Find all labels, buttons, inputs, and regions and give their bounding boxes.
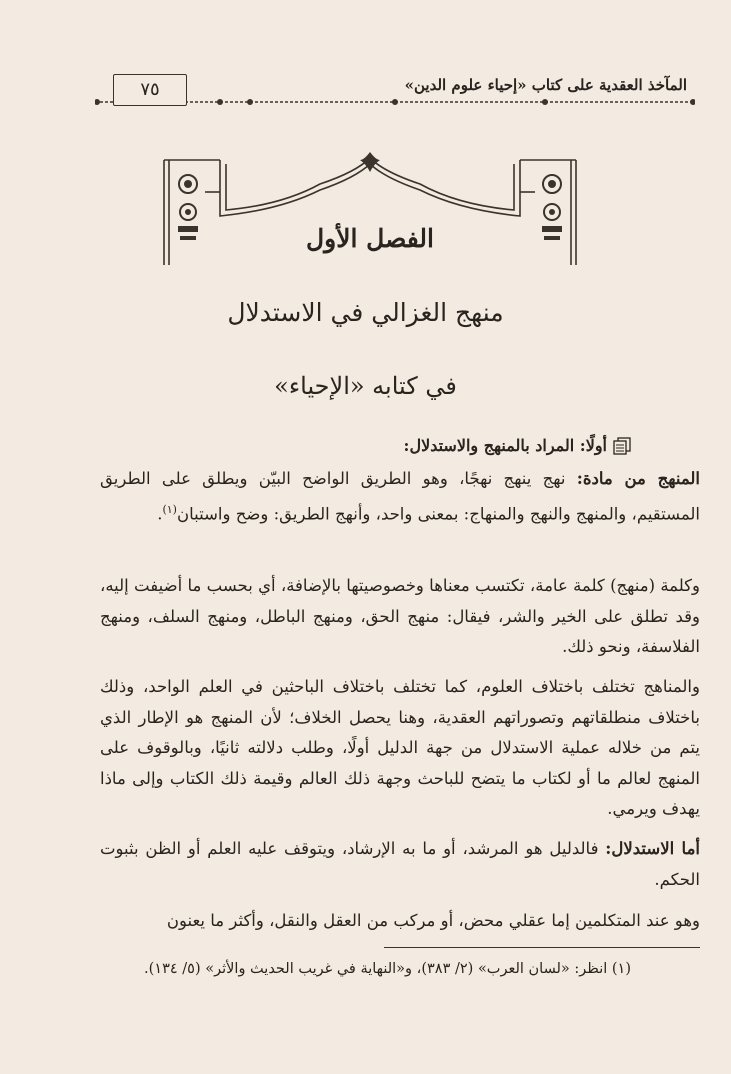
section-title: منهج الغزالي في الاستدلال	[227, 298, 504, 327]
chapter-frame	[160, 150, 580, 265]
footnote-divider	[384, 947, 700, 948]
paragraph-5: وهو عند المتكلمين إما عقلي محض، أو مركب من العقل والنقل، وأكثر ما يعنون	[166, 911, 700, 930]
section-subtitle: في كتابه «الإحياء»	[274, 372, 457, 400]
paragraph-4	[100, 834, 700, 895]
paragraph-1	[100, 464, 700, 530]
paragraph-1-text: نهج ينهج نهجًا، وهو الطريق الواضح البيّن ويطلق على الطريق المستقيم، والمنهج والنهج والمنهاج: بمعنى واحد، وأنهج الطريق: وضح واستبان	[100, 469, 700, 524]
footnote: (١) انظر: «لسان العرب» (٢/ ٣٨٣)، و«النهاية في غريب الحديث والأثر» (٥/ ١٣٤).	[144, 961, 631, 977]
paragraph-3: والمناهج تختلف باختلاف العلوم، كما تختلف باختلاف الباحثين في العلم الواحد، وذلك باختلاف منطلقاتهم وتصوراتهم العقدية، وهنا يحصل الخلاف؛ لأن المنهج هو الإطار الذي يتم من خلاله عملية الاستدلال من جهة الدليل أولًا، وطلب دلالته ثانيًا، وبالوقوف على المنهج لعالم ما أو لكتاب ما يتضح للباحث وجهة ذلك العالم وقيمة ذلك الكتاب وإلى ماذا يهدف ويرمي.	[100, 677, 700, 819]
subsection-heading-text: أولًا: المراد بالمنهج والاستدلال:	[403, 436, 607, 455]
pages-icon	[613, 437, 631, 455]
footnote-ref: (١)	[162, 502, 177, 516]
paragraph-1-end: .	[157, 504, 163, 524]
chapter-title: الفصل الأول	[306, 224, 434, 253]
page-number: ٧٥	[113, 74, 187, 106]
paragraph-4-text: فالدليل هو المرشد، أو ما به الإرشاد، ويتوقف عليه العلم أو الظن بثبوت الحكم.	[100, 839, 700, 889]
paragraph-1-term: المنهج من مادة:	[576, 469, 700, 488]
running-header	[95, 74, 695, 110]
paragraph-2: وكلمة (منهج) كلمة عامة، تكتسب معناها وخصوصيتها بالإضافة، أي بحسب ما أضيفت إليه، وقد تطلق على الخير والشر، فيقال: منهج الحق، ومنهج الباطل، ومنهج السلف، ومنهج الفلاسفة، ونحو ذلك.	[100, 576, 700, 657]
running-title: المآخذ العقدية على كتاب «إحياء علوم الدين»	[404, 76, 687, 94]
subsection-heading	[404, 436, 631, 455]
paragraph-4-term: أما الاستدلال:	[605, 839, 700, 858]
